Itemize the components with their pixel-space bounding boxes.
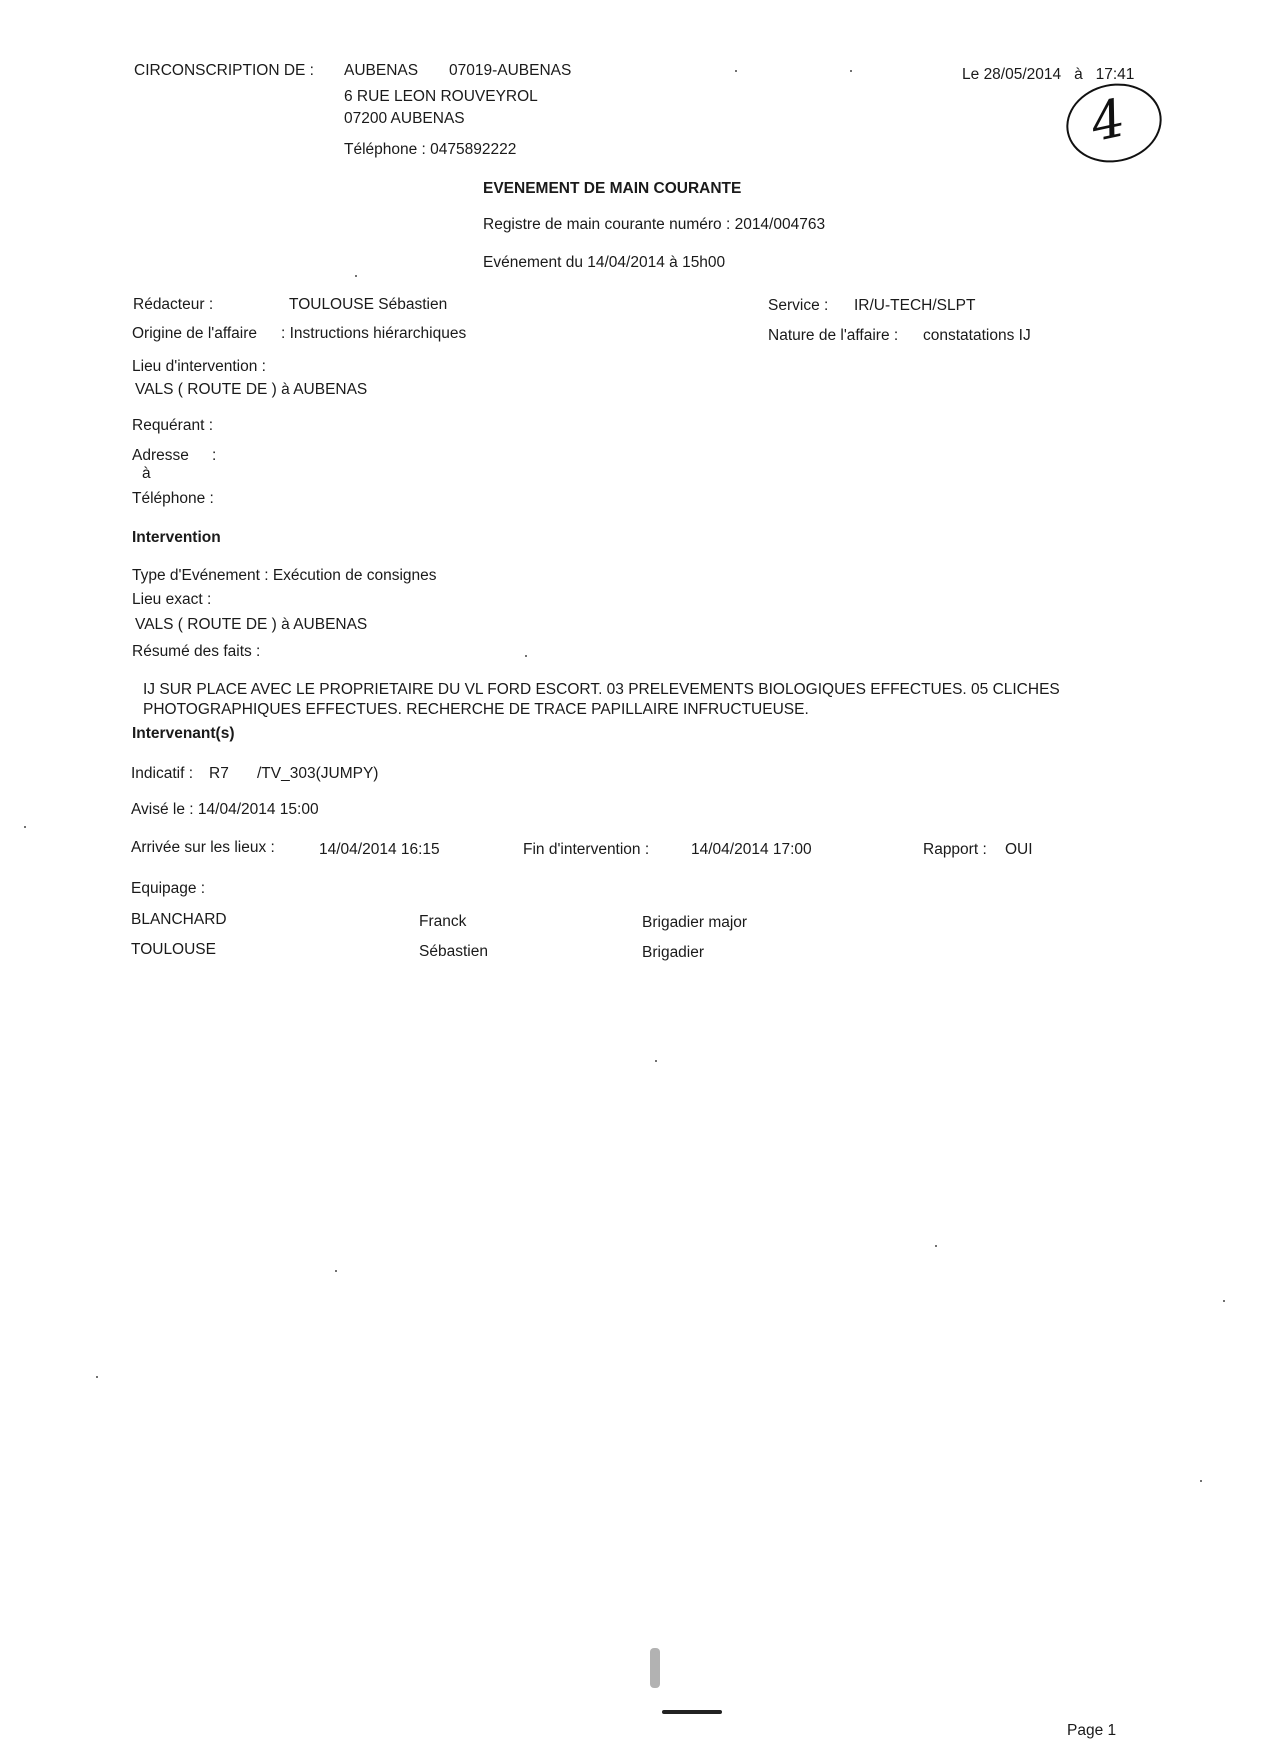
resume-line-1: IJ SUR PLACE AVEC LE PROPRIETAIRE DU VL FORD ESCORT. 03 PRELEVEMENTS BIOLOGIQUES EFFECTUES. 05 CLICHES (143, 681, 1060, 698)
crew-first-name: Sébastien (419, 943, 488, 960)
redacteur-value: TOULOUSE Sébastien (289, 296, 448, 313)
address-line-1: 6 RUE LEON ROUVEYROL (344, 88, 538, 105)
scan-speck (850, 70, 852, 72)
event-type: Type d'Evénement : Exécution de consignes (132, 567, 437, 584)
adresse-a: à (142, 465, 151, 482)
arrivee-label: Arrivée sur les lieux : (131, 839, 275, 856)
scan-speck (735, 70, 737, 72)
nature-value: constatations IJ (923, 327, 1031, 344)
crew-last-name: TOULOUSE (131, 941, 216, 958)
rapport-value: OUI (1005, 841, 1033, 858)
crew-first-name: Franck (419, 913, 467, 930)
fin-intervention-value: 14/04/2014 17:00 (691, 841, 812, 858)
circonscription-code: 07019-AUBENAS (449, 62, 572, 79)
fin-intervention-label: Fin d'intervention : (523, 841, 650, 858)
redacteur-label: Rédacteur : (133, 296, 214, 313)
equipage-label: Equipage : (131, 880, 206, 897)
scan-speck (935, 1245, 937, 1247)
lieu-intervention-label: Lieu d'intervention : (132, 358, 266, 375)
page-mark-number: 4 (1085, 88, 1131, 154)
document-title: EVENEMENT DE MAIN COURANTE (483, 180, 742, 197)
scan-smudge (650, 1648, 660, 1688)
time-value: 17:41 (1095, 66, 1135, 83)
origine-value: : Instructions hiérarchiques (281, 325, 467, 342)
scan-speck (355, 275, 357, 277)
address-line-2: 07200 AUBENAS (344, 110, 465, 127)
scan-speck (335, 1270, 337, 1272)
scan-speck (1223, 1300, 1225, 1302)
intervention-heading: Intervention (132, 529, 221, 546)
lieu-exact-label: Lieu exact : (132, 591, 212, 608)
resume-label: Résumé des faits : (132, 643, 261, 660)
service-label: Service : (768, 297, 829, 314)
rapport-label: Rapport : (923, 841, 987, 858)
lieu-exact-value: VALS ( ROUTE DE ) à AUBENAS (135, 616, 368, 633)
resume-line-2: PHOTOGRAPHIQUES EFFECTUES. RECHERCHE DE TRACE PAPILLAIRE INFRUCTUEUSE. (143, 701, 809, 718)
crew-rank: Brigadier (642, 944, 705, 961)
intervenants-heading: Intervenant(s) (132, 725, 235, 742)
requerant-label: Requérant : (132, 417, 213, 434)
station-phone: Téléphone : 0475892222 (344, 141, 517, 158)
register-number: Registre de main courante numéro : 2014/004763 (483, 216, 826, 233)
handwritten-page-mark (1059, 75, 1169, 171)
circonscription-label: CIRCONSCRIPTION DE : (134, 62, 314, 79)
arrivee-value: 14/04/2014 16:15 (319, 841, 440, 858)
date-value: 28/05/2014 (983, 66, 1062, 83)
scan-speck (655, 1060, 657, 1062)
indicatif-label: Indicatif : (131, 765, 194, 782)
indicatif-code: R7 (209, 765, 229, 782)
resume-text (143, 680, 1183, 720)
crew-rank: Brigadier major (642, 914, 748, 931)
service-value: IR/U-TECH/SLPT (854, 297, 976, 314)
nature-label: Nature de l'affaire : (768, 327, 899, 344)
scan-speck (24, 826, 26, 828)
indicatif-vehicle: /TV_303(JUMPY) (257, 765, 379, 782)
page-number: Page 1 (1067, 1722, 1117, 1739)
scan-speck (96, 1376, 98, 1378)
scan-speck (1200, 1480, 1202, 1482)
date-prefix: Le (962, 66, 980, 83)
print-date (962, 66, 1134, 84)
time-prefix: à (1074, 66, 1083, 83)
origine-label: Origine de l'affaire (132, 325, 258, 342)
circonscription-name: AUBENAS (344, 62, 419, 79)
event-date: Evénement du 14/04/2014 à 15h00 (483, 254, 726, 271)
adresse-label: Adresse (132, 447, 189, 464)
scan-speck (525, 655, 527, 657)
avise-le: Avisé le : 14/04/2014 15:00 (131, 801, 319, 818)
scan-smudge (662, 1710, 722, 1714)
adresse-colon: : (212, 447, 217, 464)
crew-last-name: BLANCHARD (131, 911, 227, 928)
telephone-label: Téléphone : (132, 490, 214, 507)
lieu-intervention-value: VALS ( ROUTE DE ) à AUBENAS (135, 381, 368, 398)
